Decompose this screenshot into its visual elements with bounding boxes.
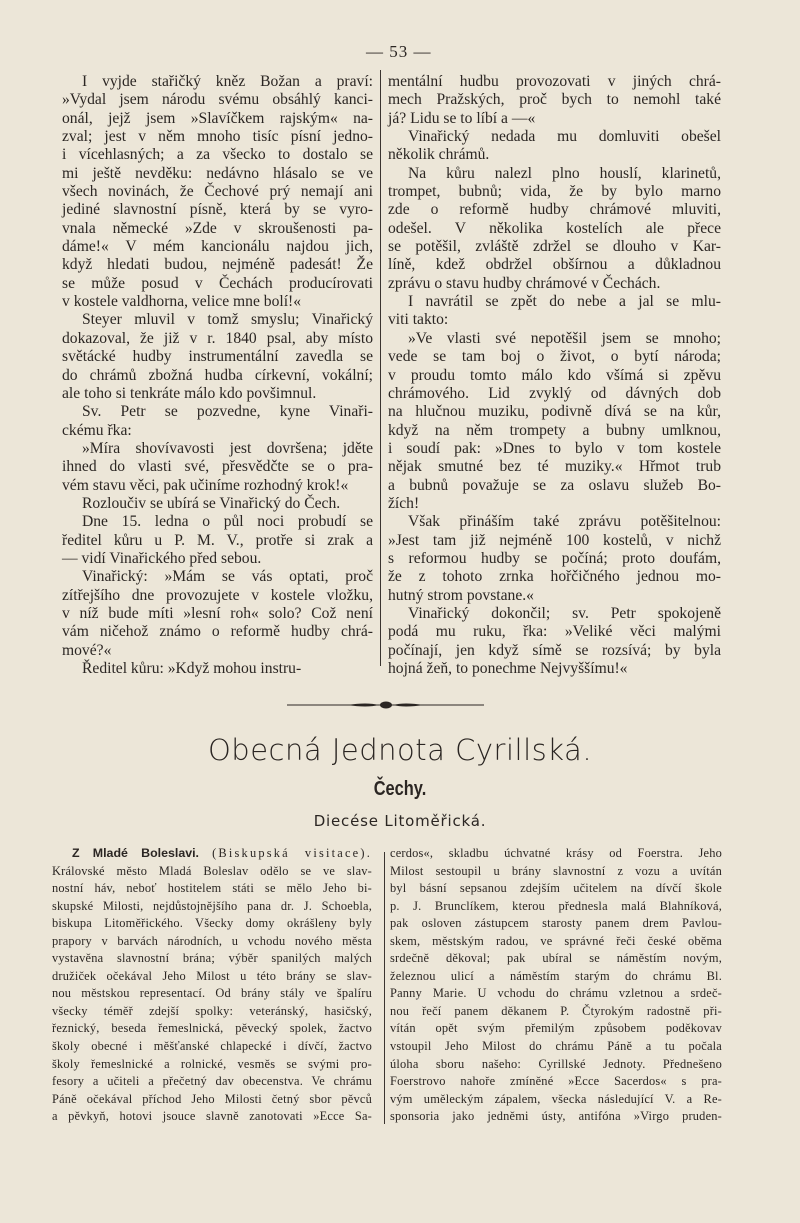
column-rule	[384, 852, 385, 1124]
text-line: Páně očekával příchod Jeho Milosti četný sbor pěvců	[52, 1091, 372, 1106]
text-line: Milost sestoupil u brány slavnostní z vozu a uvítán	[390, 863, 722, 878]
text-line: všecky téměř zdejší spolky: veteránský, hasičský,	[52, 1003, 372, 1018]
text-line: »Míra shovívavosti jest dovršena; jděte	[82, 439, 373, 457]
text-line: Na kůru nalezl plno houslí, klarinetů,	[408, 164, 721, 182]
text-line: Vinařický nedada mu domluviti obešel	[408, 128, 721, 146]
text-line: prapory v barvách národních, u vchodu nového města	[52, 933, 372, 948]
text-line: zprávu o stavu hudby chrámové v Čechách.	[388, 274, 661, 292]
text-line: žích!	[388, 494, 420, 512]
text-line: několik chrámů.	[388, 146, 490, 164]
text-line: hutný strom povstane.«	[388, 586, 534, 604]
story-right-column	[388, 73, 721, 678]
text-line: se může posud v Čechách producírovati	[62, 274, 373, 292]
text-line: v níž bude míti »lesní roh« solo? Což není	[62, 604, 373, 622]
text-line: Steyer mluvil v tomž smyslu; Vinařický	[82, 311, 373, 329]
text-line: i vícehlasných; a za všecko to dostalo se	[62, 146, 373, 164]
text-line: dáme!« V mém kancionálu najdou jich,	[62, 238, 373, 256]
text-line: Rozloučiv se ubírá se Vinařický do Čech.	[82, 494, 341, 512]
text-line: když na něm trompety a bubny umlknou,	[388, 421, 721, 439]
text-line: na hlučnou muziku, podivně dívá se na kůr,	[388, 403, 721, 421]
text-line: úloha sboru našeho: Cyrillské Jednoty. Přednešeno	[390, 1056, 722, 1071]
text-line: skem, městským radou, ve správné řeči české oběma	[390, 933, 722, 948]
text-line: chrámového. Lid zvyklý od dávných dob	[388, 384, 721, 402]
text-line: »Vydal jsem národu svému obsáhlý kanci-	[62, 91, 373, 109]
text-line: všech novinách, že Čechové prý nemají ani	[62, 183, 373, 201]
text-line: byl básní sepsanou zdejším učitelem na dívčí škole	[390, 881, 722, 896]
text-line: nostní háv, neboť hostitelem státi se mělo Jeho bi-	[52, 881, 372, 896]
text-line: ihned do vlasti své, přesvědčte se o pra-	[62, 458, 373, 476]
text-line: ředitel kůru u P. M. V., protře si zrak a	[62, 531, 373, 549]
text-line: vítán opět svým přemilým způsobem poděkovav	[390, 1021, 722, 1036]
text-line: fesory a učiteli a přečetný dav obecenstva. Ve chrámu	[52, 1074, 372, 1089]
text-line: Ředitel kůru: »Když mohou instru-	[82, 660, 302, 677]
text-line: když hledati budou, nejméně padesát! Že	[62, 256, 373, 274]
region-heading: Čechy.	[373, 778, 427, 800]
text-line: že z tohoto zrnka hořčičného jednou mo-	[388, 568, 721, 586]
text-line: — vidí Vinařického před sebou.	[62, 549, 262, 567]
text-line: řeznický, beseda řemeslnická, pěvecký spolek, žactvo	[52, 1021, 372, 1036]
text-line: školy obecné i měšťanské chlapecké i dívčí, žactvo	[52, 1039, 372, 1054]
text-line: vnala německé »Zde v skroušenosti pa-	[62, 219, 373, 237]
text-line: v proudu tomto málo kdo všímá si zpěvu	[388, 366, 721, 384]
text-line: biskupa Litoměřického. Všecky domy okrášleny byly	[52, 916, 372, 931]
text-line: mech Pražských, proč bych to nemohl také	[388, 91, 721, 109]
text-line: zítřejšího dne provozujete v kostele vložku,	[62, 586, 373, 604]
text-line: dokazoval, že již v r. 1840 psal, aby místo	[62, 329, 373, 347]
text-line: vým uměleckým zápalem, všecka následující V. a Re-	[390, 1091, 722, 1106]
report-subheading: (Biskupská visitace).	[212, 846, 373, 860]
text-line: líně, kdež obdržel obšírnou a důkladnou	[388, 256, 721, 274]
text-line: zval; jest v něm mnoho tisíc písní jedno-	[62, 128, 373, 146]
text-line: Vinařický: »Mám se vás optati, proč	[82, 568, 373, 586]
report-heading: Z Mladé Boleslavi.	[72, 846, 199, 860]
text-line: Dne 15. ledna o půl noci probudí se	[82, 513, 373, 531]
text-line: odešel. V několika kostelích ale přece	[388, 219, 721, 237]
text-line: Panny Marie. U vchodu do chrámu vzletnou a srdeč-	[390, 986, 722, 1001]
text-line: vstoupil Jeho Milost do chrámu Páně a tu počala	[390, 1039, 722, 1054]
text-line: Vinařický dokončil; sv. Petr spokojeně	[408, 604, 721, 622]
text-line: počínají, jen když símě se rozsívá; by byla	[388, 641, 721, 659]
text-line: mentální hudbu provozovati v jiných chrá-	[388, 73, 721, 90]
text-line: vám ničehož známo o reformě hudby chrá-	[62, 623, 373, 641]
text-line: »Jest tam již nejméně 100 kostelů, v nichž	[388, 531, 721, 549]
text-line: družiček očekával Jeho Milost u této brány se slav-	[52, 968, 372, 983]
text-line: sponsoria jako jedněmi ústy, antifóna »Virgo pruden-	[390, 1109, 722, 1124]
text-line: pak osloven zástupcem starosty panem drem Pavlou-	[390, 916, 722, 931]
section-title: Obecná Jednota Cyrillská.	[207, 733, 593, 767]
text-line: »Ve vlasti své nepotěšil jsem se mnoho;	[408, 329, 721, 347]
text-line: srdečně děkoval; pak ubíral se náměstím novým,	[390, 951, 722, 966]
text-line: nou městskou representací. Od brány stály ve špalíru	[52, 986, 372, 1001]
report-left-column	[52, 845, 372, 1126]
text-line: a bubnů považuje se za oslavu služeb Bo-	[388, 476, 721, 494]
text-line: Foerstrovo nahoře zmíněné »Ecce Sacerdos« s pra-	[390, 1074, 722, 1089]
text-line: vede se tam boj o život, o bytí národa;	[388, 348, 721, 366]
page-number: — 53 —	[366, 42, 432, 61]
text-line: jediné slavnostní písně, která by se vyro-	[62, 201, 373, 219]
text-line: I navrátil se zpět do nebe a jal se mlu-	[408, 293, 721, 311]
text-line: nou řečí panem děkanem P. Čtyrokým radostně při-	[390, 1003, 722, 1018]
text-line: cerdos«, skladbu úchvatné krásy od Foerstra. Jeho	[390, 846, 722, 860]
text-line: trompet, bubnů; vida, že by bylo marno	[388, 183, 721, 201]
text-line: se potěšil, zvláště zdržel se dlouho v Kar-	[388, 238, 721, 256]
text-line: a pěvkyň, hotovi jsouce slavně zanotovati »Ecce Sa-	[52, 1109, 372, 1124]
text-line: školy řemeslnické a rolnické, vesměs se svými pro-	[52, 1056, 372, 1071]
report-heading-line	[52, 845, 372, 863]
report-right-column	[390, 845, 722, 1126]
text-line: vystavěna slavnostní brána; výběr spanilých malých	[52, 951, 372, 966]
text-line: viti takto:	[388, 311, 449, 329]
text-line: zde o reformě hudby chrámové mluviti,	[388, 201, 721, 219]
diocese-heading: Diecése Litoměřická.	[313, 812, 487, 830]
text-line: mové?«	[62, 641, 112, 659]
text-line: onál, jejž jsem »Slavíčkem rajským« na-	[62, 109, 373, 127]
text-line: s reformou hudby se počíná; proto doufám,	[388, 549, 721, 567]
ornamental-divider	[287, 700, 484, 710]
text-line: vém stavu věci, pak učiníme rozhodný krok!«	[62, 476, 349, 494]
text-line: skupské Milosti, nejdůstojnějšího pana dr. J. Schoebla,	[52, 898, 372, 913]
text-line: p. J. Brunclíkem, kterou přednesla malá Blahníková,	[390, 898, 722, 913]
text-line: ale toho si tenkráte málo kdo povšimnul.	[62, 384, 317, 402]
text-line: podá mu ruku, řka: »Veliké věci malými	[388, 623, 721, 641]
column-rule	[380, 70, 381, 666]
text-line: světácké hudby instrumentální zavedla se	[62, 348, 373, 366]
text-line: i soudí pak: »Dnes to bylo v tom kostele	[388, 439, 721, 457]
text-line: mi ještě nevděku: nedávno hlásalo se ve	[62, 164, 373, 182]
text-line: Sv. Petr se pozvedne, kyne Vinaři-	[82, 403, 373, 421]
text-line: já? Lidu se to líbí a —«	[388, 109, 536, 127]
story-left-column	[62, 73, 373, 678]
text-line: hojná žeň, to ponechme Nejvyššímu!«	[388, 660, 628, 677]
text-line: Však přináším také zprávu potěšitelnou:	[408, 513, 721, 531]
text-line: Královské město Mladá Boleslav odělo se ve slav-	[52, 863, 372, 878]
text-line: do chrámů zbožná hudba církevní, vokální;	[62, 366, 373, 384]
text-line: I vyjde stařičký kněz Božan a praví:	[82, 73, 373, 90]
text-line: v kostele valdhorna, velice mne bolí!«	[62, 293, 302, 311]
text-line: ckému řka:	[62, 421, 132, 439]
text-line: nějak smutné bez té muziky.« Hřmot trub	[388, 458, 721, 476]
text-line: železnou ulicí a náměstím starým do chrámu Bl.	[390, 968, 722, 983]
